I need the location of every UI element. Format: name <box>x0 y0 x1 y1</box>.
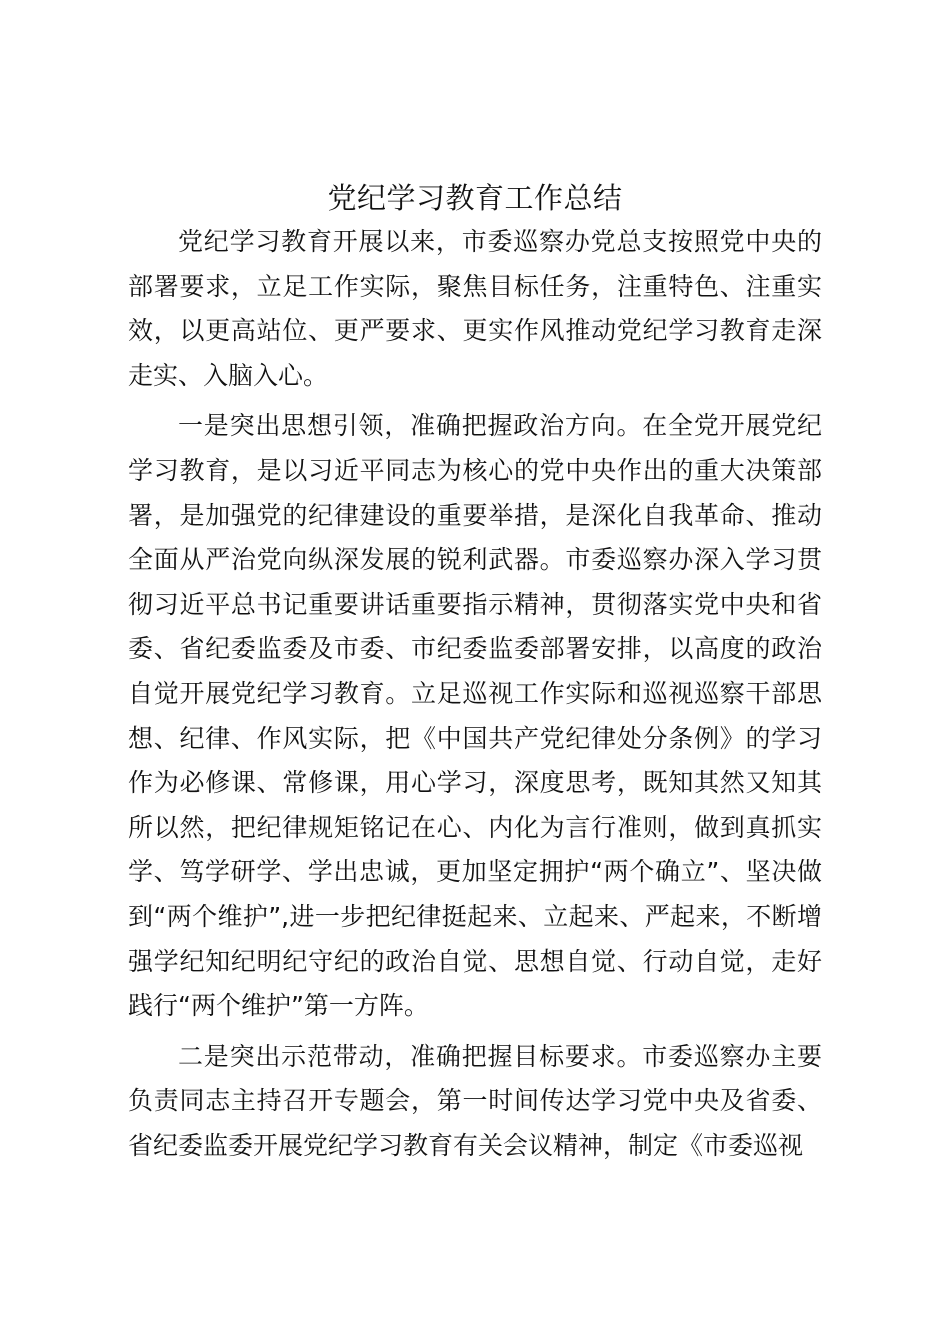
document-body <box>128 176 822 1174</box>
paragraph-exemplary-leadership: 二是突出示范带动，准确把握目标要求。市委巡察办主要负责同志主持召开专题会，第一时间传达学习党中央及省委、省纪委监委开展党纪学习教育有关会议精神，制定《市委巡视 <box>128 1041 822 1160</box>
paragraph-thought-leadership: 一是突出思想引领，准确把握政治方向。在全党开展党纪学习教育，是以习近平同志为核心的党中央作出的重大决策部署，是加强党的纪律建设的重要举措，是深化自我革命、推动全面从严治党向纵深发展的锐利武器。市委巡察办深入学习贯彻习近平总书记重要讲话重要指示精神，贯彻落实党中央和省委、省纪委监委及市委、市纪委监委部署安排，以高度的政治自觉开展党纪学习教育。立足巡视工作实际和巡视巡察干部思想、纪律、作风实际，把《中国共产党纪律处分条例》的学习作为必修课、常修课，用心学习，深度思考，既知其然又知其所以然，把纪律规矩铭记在心、内化为言行准则，做到真抓实学、笃学研学、学出忠诚，更加坚定拥护“两个确立”、坚决做到“两个维护”,进一步把纪律挺起来、立起来、严起来，不断增强学纪知纪明纪守纪的政治自觉、思想自觉、行动自觉，走好践行“两个维护”第一方阵。 <box>128 411 822 1021</box>
document-title: 党纪学习教育工作总结 <box>327 181 623 215</box>
paragraph-intro: 党纪学习教育开展以来，市委巡察办党总支按照党中央的部署要求，立足工作实际，聚焦目标任务，注重特色、注重实效，以更高站位、更严要求、更实作风推动党纪学习教育走深走实、入脑入心。 <box>128 227 822 390</box>
